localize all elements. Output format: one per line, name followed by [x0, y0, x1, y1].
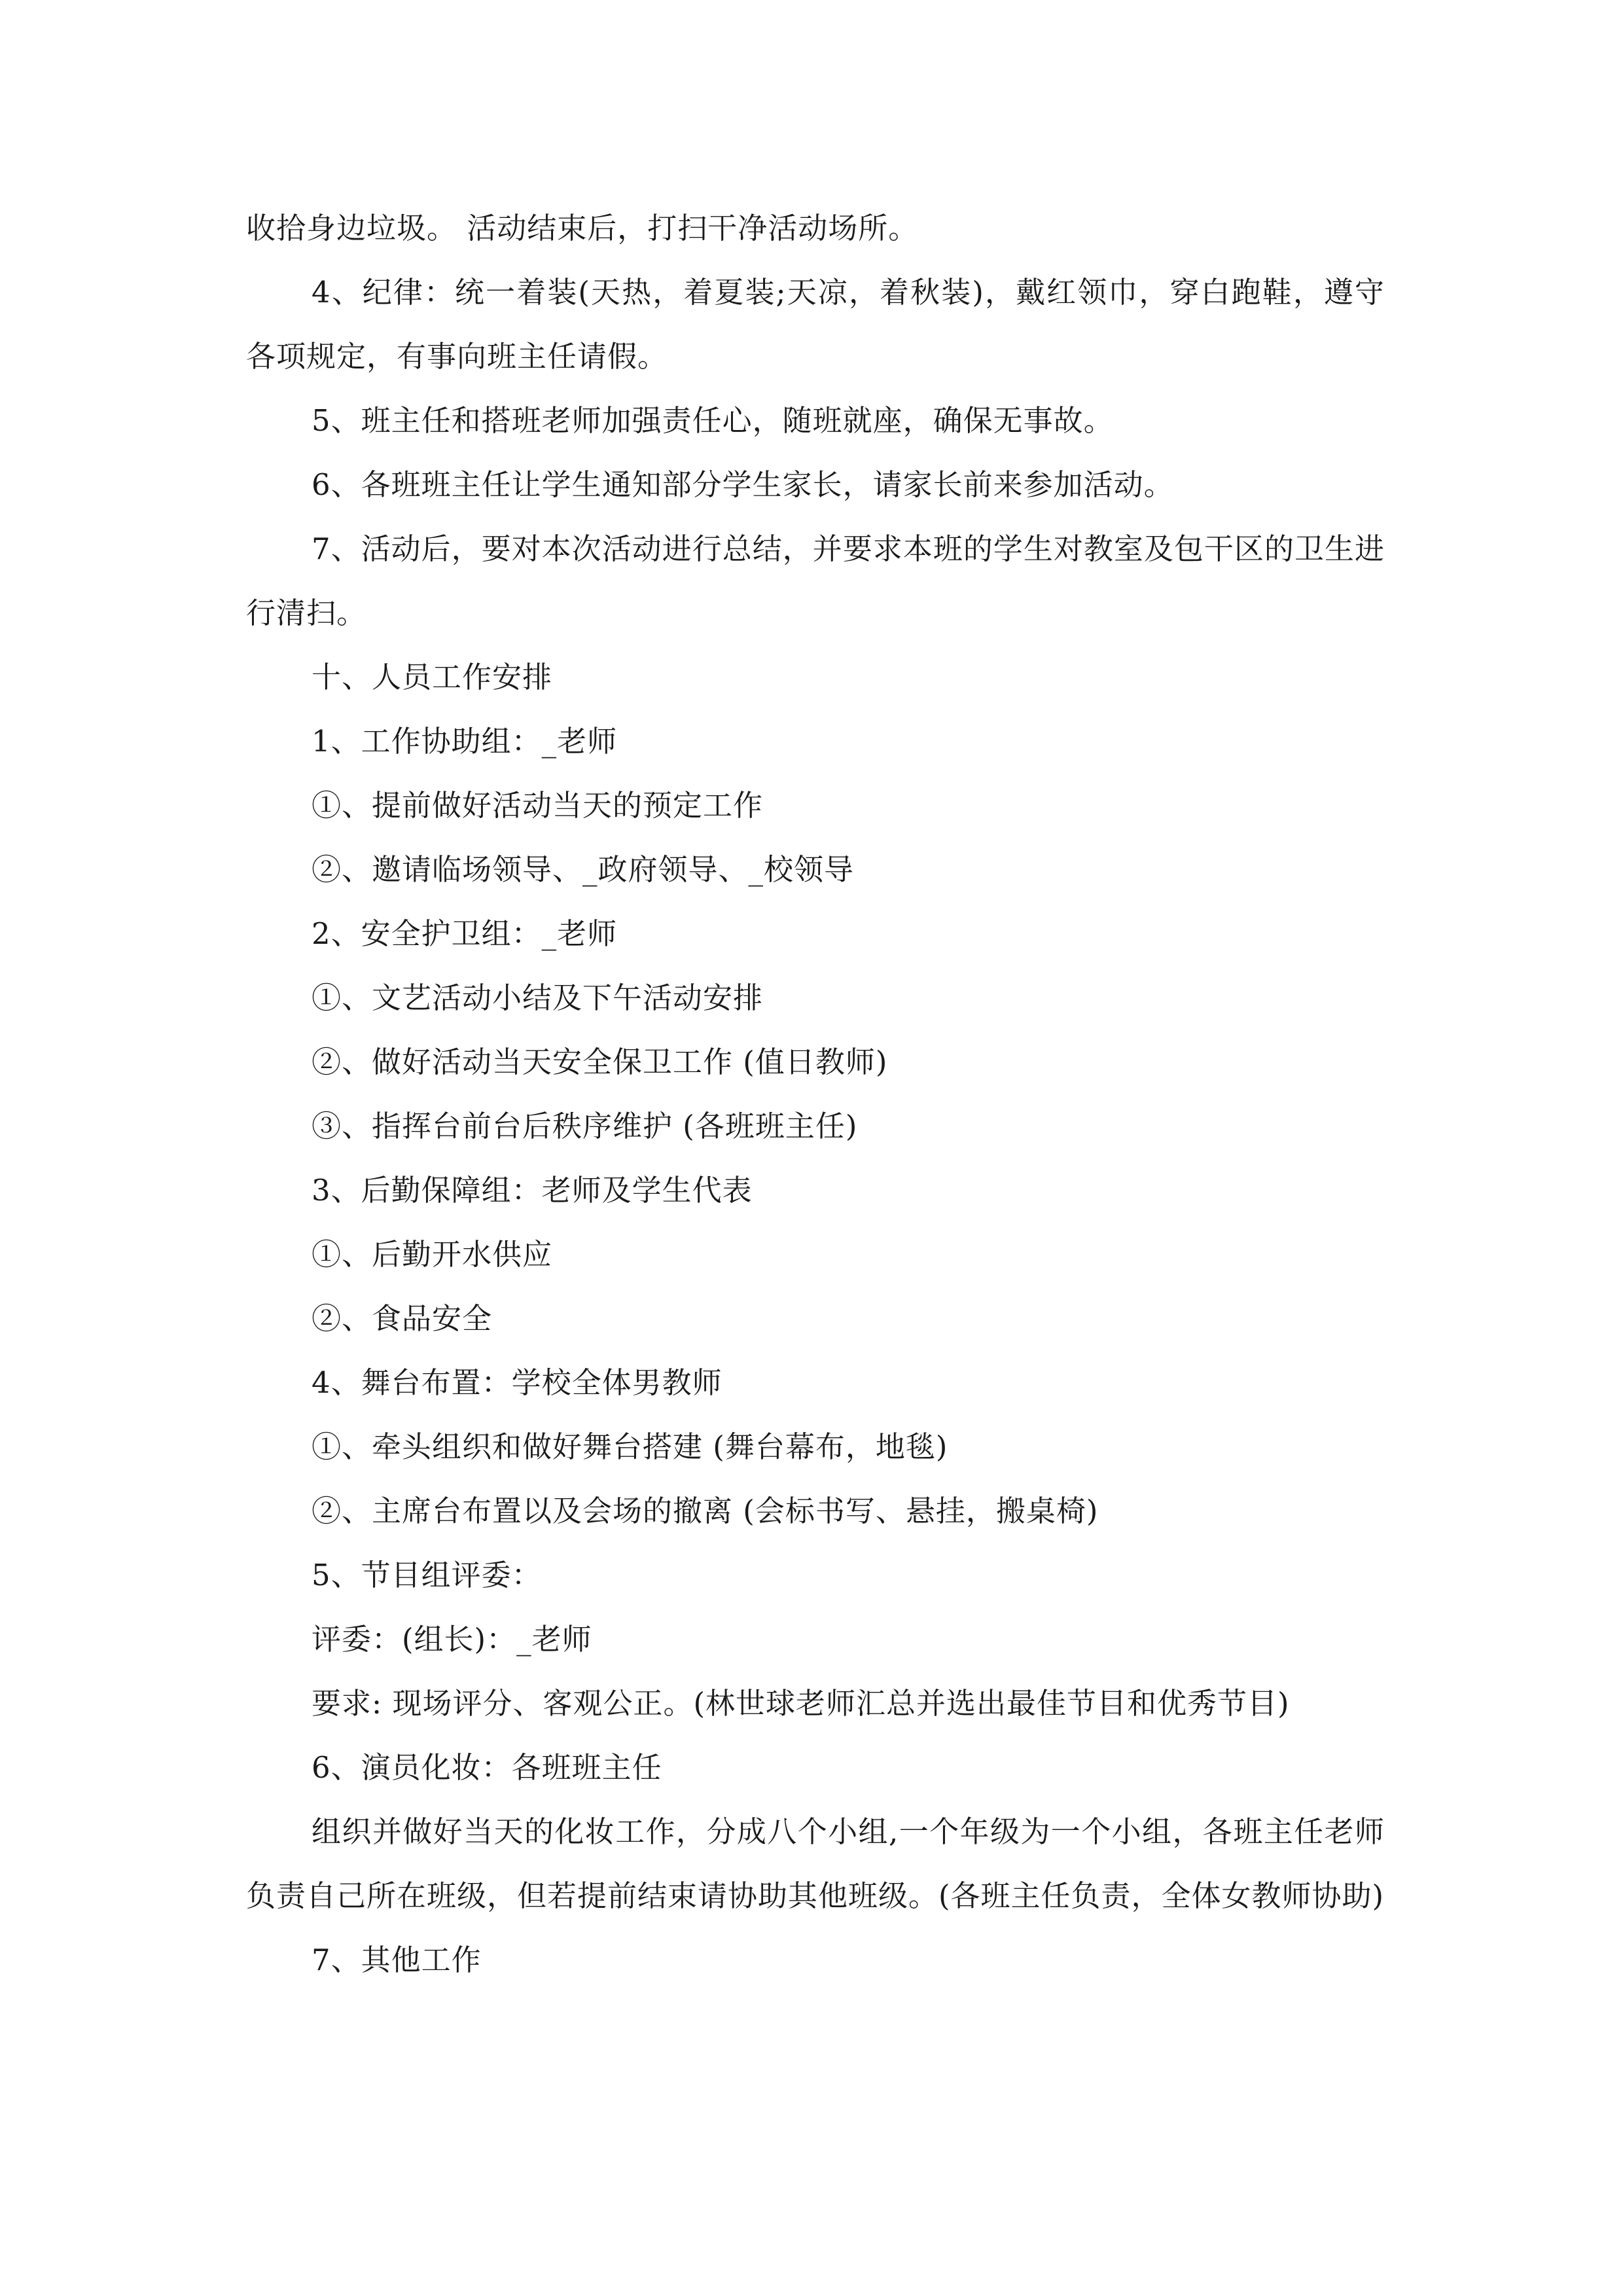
list-item-stage-setup: 4、舞台布置：学校全体男教师 [312, 1365, 722, 1400]
list-subitem: ②、食品安全 [312, 1301, 493, 1336]
paragraph-summary: 7、活动后，要对本次活动进行总结，并要求本班的学生对教室及包干区的卫生进行清扫。 [246, 531, 1385, 630]
list-item-other-work: 7、其他工作 [312, 1943, 482, 1977]
paragraph-discipline: 4、纪律：统一着装(天热，着夏装;天凉，着秋装)，戴红领巾，穿白跑鞋，遵守各项规定，有事向班主任请假。 [246, 275, 1385, 374]
paragraph-cleanup: 收拾身边垃圾。 活动结束后，打扫干净活动场所。 [246, 211, 919, 245]
list-subitem: ②、主席台布置以及会场的撤离 (会标书写、悬挂，搬桌椅) [312, 1494, 1099, 1528]
paragraph-makeup-detail: 组织并做好当天的化妆工作，分成八个小组,一个年级为一个小组，各班主任老师负责自己所在班级，但若提前结束请协助其他班级。(各班主任负责，全体女教师协助) [246, 1814, 1385, 1913]
section-heading-staff: 十、人员工作安排 [312, 660, 553, 694]
paragraph-teacher-duty: 5、班主任和搭班老师加强责任心，随班就座，确保无事故。 [312, 403, 1114, 438]
list-subitem: 评委：(组长)：_老师 [312, 1622, 592, 1657]
list-subitem: ①、牵头组织和做好舞台搭建 (舞台幕布，地毯) [312, 1429, 948, 1464]
list-subitem: ②、邀请临场领导、_政府领导、_校领导 [312, 852, 855, 887]
list-item-judges: 5、节目组评委： [312, 1558, 542, 1592]
list-subitem: 要求: 现场评分、客观公正。(林世球老师汇总并选出最佳节目和优秀节目) [312, 1686, 1290, 1721]
list-subitem: ③、指挥台前台后秩序维护 (各班班主任) [312, 1109, 858, 1143]
list-subitem: ①、文艺活动小结及下午活动安排 [312, 980, 764, 1015]
list-item-logistics-group: 3、后勤保障组：老师及学生代表 [312, 1173, 753, 1208]
list-subitem: ②、做好活动当天安全保卫工作 (值日教师) [312, 1045, 888, 1079]
list-subitem: ①、后勤开水供应 [312, 1237, 553, 1272]
paragraph-parent-notice: 6、各班班主任让学生通知部分学生家长，请家长前来参加活动。 [312, 467, 1174, 502]
list-item-security-group: 2、安全护卫组：_老师 [312, 916, 618, 951]
list-subitem: ①、提前做好活动当天的预定工作 [312, 788, 764, 823]
list-item-assist-group: 1、工作协助组：_老师 [312, 724, 618, 759]
document-page [246, 196, 1385, 1992]
list-item-makeup: 6、演员化妆：各班班主任 [312, 1750, 662, 1785]
